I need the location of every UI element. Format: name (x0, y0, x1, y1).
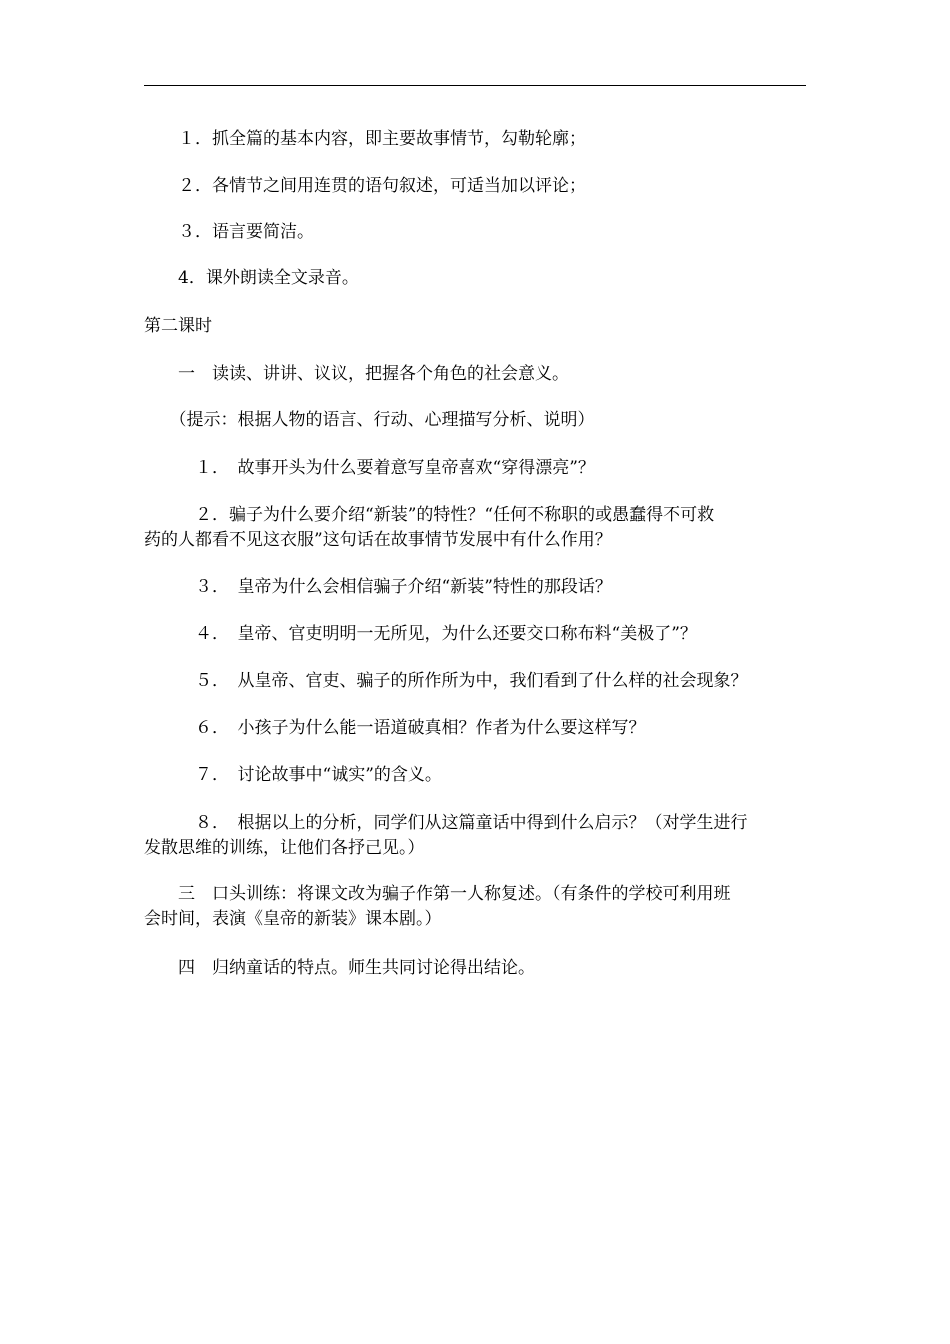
section-four: 四 归纳童话的特点。师生共同讨论得出结论。 (144, 958, 535, 978)
lesson-heading: 第二课时 (144, 316, 212, 336)
hint-text: （提示：根据人物的语言、行动、心理描写分析、说明） (144, 410, 595, 430)
question-6: ６． 小孩子为什么能一语道破真相？作者为什么要这样写？ (144, 718, 646, 738)
header-rule (144, 85, 806, 86)
question-7: ７． 讨论故事中“诚实”的含义。 (144, 765, 442, 785)
question-3: ３． 皇帝为什么会相信骗子介绍“新装”特性的那段话？ (144, 577, 612, 597)
question-4: ４． 皇帝、官吏明明一无所见，为什么还要交口称布料“美极了”？ (144, 624, 697, 644)
question-8-line-2: 发散思维的训练，让他们各抒己见。） (144, 838, 425, 858)
question-8-line-1: ８． 根据以上的分析，同学们从这篇童话中得到什么启示？（对学生进行 (144, 813, 748, 833)
section-three-line-1: 三 口头训练：将课文改为骗子作第一人称复述。（有条件的学校可利用班 (144, 884, 731, 904)
summary-point-3: ３．语言要简洁。 (144, 222, 314, 242)
question-2-line-2: 药的人都看不见这衣服”这句话在故事情节发展中有什么作用？ (144, 530, 612, 550)
section-one-heading: 一 读读、讲讲、议议，把握各个角色的社会意义。 (144, 364, 569, 384)
question-1: １． 故事开头为什么要着意写皇帝喜欢“穿得漂亮”？ (144, 458, 595, 478)
question-5: ５． 从皇帝、官吏、骗子的所作所为中，我们看到了什么样的社会现象？ (144, 671, 748, 691)
homework-item: 4．课外朗读全文录音。 (144, 268, 359, 288)
summary-point-2: ２．各情节之间用连贯的语句叙述，可适当加以评论； (144, 176, 586, 196)
section-three-line-2: 会时间，表演《皇帝的新装》课本剧。） (144, 909, 442, 929)
summary-point-1: １．抓全篇的基本内容，即主要故事情节，勾勒轮廓； (144, 129, 586, 149)
question-2-line-1: ２．骗子为什么要介绍“新装”的特性？“任何不称职的或愚蠢得不可救 (144, 505, 715, 525)
